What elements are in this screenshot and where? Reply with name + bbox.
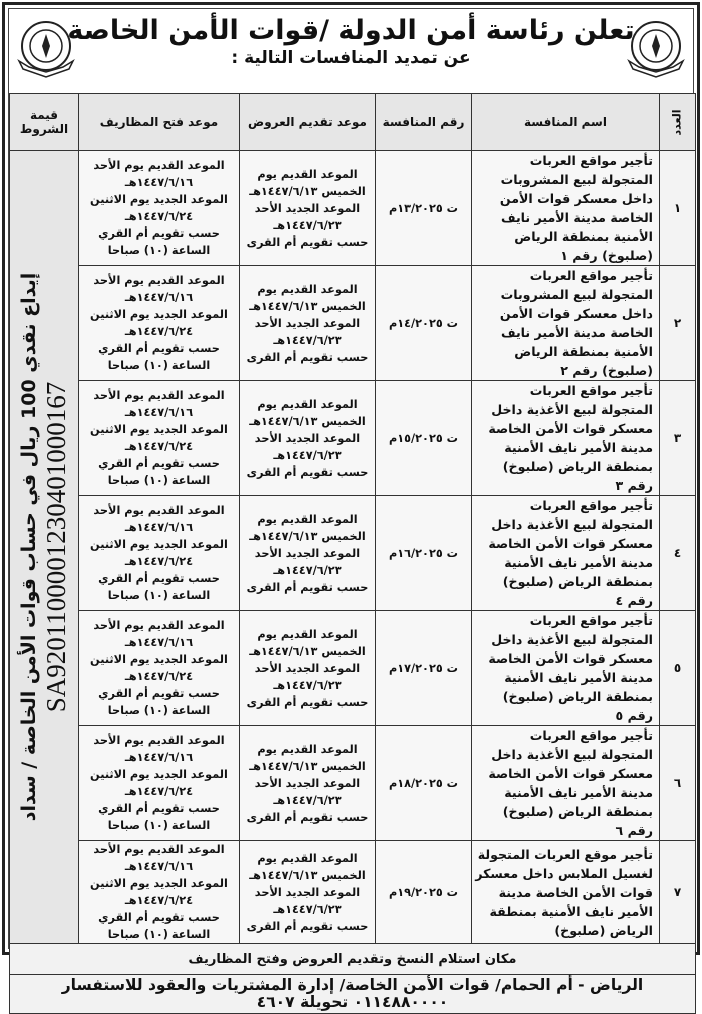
advertisement-frame (2, 2, 700, 1011)
tender-name: تأجير مواقع العربات المتجولة لبيع المشروبات داخل معسكر قوات الأمن الخاصة مدينة الأمير نايف الأمنية بمنطقة الرياض (صلبوخ) رقم ٢ (472, 266, 660, 381)
submission-line: حسب تقويم أم القرى (246, 695, 369, 709)
opening-line: الموعد الجديد يوم الاثنين (90, 538, 228, 551)
opening-date (79, 496, 240, 611)
contact-address: الرياض - أم الحمام/ قوات الأمن الخاصة/ إدارة المشتريات والعقود للاستفسار ٠١١٤٨٨٠٠٠٠ تحويلة ٤٦٠٧ (10, 975, 696, 1014)
tender-name: تأجير مواقع العربات المتجولة لبيع المشروبات داخل معسكر قوات الأمن الخاصة مدينة الأمير نايف الأمنية بمنطقة الرياض (صلبوخ) رقم ١ (472, 151, 660, 266)
table-row (10, 611, 696, 726)
opening-line: الموعد الجديد يوم الاثنين (90, 768, 228, 781)
tender-number: ت ١٧/٢٠٢٥م (376, 611, 472, 726)
submission-line: ١٤٤٧/٦/٢٣هـ (273, 902, 342, 916)
opening-line: الموعد القديم يوم الأحد (93, 619, 225, 632)
table-row (10, 266, 696, 381)
opening-line: حسب تقويم أم القري (98, 572, 220, 585)
opening-line: ١٤٤٧/٦/١٦هـ (124, 636, 194, 649)
opening-line: حسب تقويم أم القري (98, 227, 220, 240)
submission-line: الموعد الجديد الأحد (254, 885, 361, 899)
submission-line: الموعد الجديد الأحد (254, 546, 361, 560)
submission-line: الموعد القديم يوم (257, 851, 358, 865)
submission-date (240, 726, 376, 841)
opening-line: الساعة (١٠) صباحا (107, 704, 211, 717)
opening-line: ١٤٤٧/٦/٢٤هـ (124, 210, 194, 223)
ad-title: تعلن رئاسة أمن الدولة /قوات الأمن الخاصة (67, 15, 635, 46)
table-row (10, 381, 696, 496)
submission-line: الموعد القديم يوم (257, 742, 358, 756)
submission-line: الموعد الجديد الأحد (254, 776, 361, 790)
opening-line: الموعد القديم يوم الأحد (93, 389, 225, 402)
row-index: ٢ (660, 266, 696, 381)
opening-line: الموعد الجديد يوم الاثنين (90, 653, 228, 666)
opening-line: ١٤٤٧/٦/٢٤هـ (124, 555, 194, 568)
submission-line: حسب تقويم أم القرى (246, 810, 369, 824)
opening-line: ١٤٤٧/٦/١٦هـ (124, 176, 194, 189)
tenders-table (9, 93, 696, 1014)
opening-line: ١٤٤٧/٦/٢٤هـ (124, 325, 194, 338)
col-index: العدد (660, 94, 696, 151)
submission-line: الموعد القديم يوم (257, 397, 358, 411)
tender-name: تأجير مواقع العربات المتجولة لبيع الأغذية داخل معسكر قوات الأمن الخاصة مدينة الأمير نايف الأمنية بمنطقة الرياض (صلبوخ) رقم ٥ (472, 611, 660, 726)
conditions-value (10, 151, 79, 944)
submission-line: حسب تقويم أم القرى (246, 919, 369, 933)
submission-line: الخميس ١٤٤٧/٦/١٣هـ (249, 414, 366, 428)
opening-line: ١٤٤٧/٦/١٦هـ (124, 860, 194, 873)
submission-line: حسب تقويم أم القرى (246, 465, 369, 479)
submission-line: حسب تقويم أم القرى (246, 580, 369, 594)
submission-date (240, 841, 376, 944)
tender-number: ت ١٣/٢٠٢٥م (376, 151, 472, 266)
submission-line: حسب تقويم أم القرى (246, 350, 369, 364)
opening-line: الموعد القديم يوم الأحد (93, 734, 225, 747)
submission-date (240, 611, 376, 726)
opening-date (79, 381, 240, 496)
row-index: ٦ (660, 726, 696, 841)
tender-number: ت ١٩/٢٠٢٥م (376, 841, 472, 944)
tender-name: تأجير موقع العربات المتجولة لغسيل الملابس داخل معسكر قوات الأمن الخاصة مدينة الأمير نايف الأمنية بمنطقة الرياض (صلبوخ) (472, 841, 660, 944)
opening-line: الموعد الجديد يوم الاثنين (90, 423, 228, 436)
location-label: مكان استلام النسخ وتقديم العروض وفتح المظاريف (10, 944, 696, 975)
table-row (10, 151, 696, 266)
submission-line: الموعد القديم يوم (257, 512, 358, 526)
table-row (10, 726, 696, 841)
opening-line: الموعد القديم يوم الأحد (93, 504, 225, 517)
opening-line: حسب تقويم أم القري (98, 911, 220, 924)
row-index: ٤ (660, 496, 696, 611)
col-opening: موعد فتح المظاريف (79, 94, 240, 151)
opening-line: حسب تقويم أم القري (98, 342, 220, 355)
ad-subtitle: عن تمديد المنافسات التالية : (231, 48, 471, 68)
submission-line: الموعد الجديد الأحد (254, 431, 361, 445)
submission-line: ١٤٤٧/٦/٢٣هـ (273, 333, 342, 347)
submission-line: ١٤٤٧/٦/٢٣هـ (273, 678, 342, 692)
row-index: ١ (660, 151, 696, 266)
opening-line: الساعة (١٠) صباحا (107, 474, 211, 487)
opening-line: الساعة (١٠) صباحا (107, 928, 211, 941)
opening-date (79, 266, 240, 381)
tender-name: تأجير مواقع العربات المتجولة لبيع الأغذية داخل معسكر قوات الأمن الخاصة مدينة الأمير نايف الأمنية بمنطقة الرياض (صلبوخ) رقم ٤ (472, 496, 660, 611)
opening-line: ١٤٤٧/٦/١٦هـ (124, 291, 194, 304)
opening-line: الموعد القديم يوم الأحد (93, 843, 225, 856)
conditions-value-text (17, 197, 71, 897)
opening-line: الساعة (١٠) صباحا (107, 359, 211, 372)
row-index: ٣ (660, 381, 696, 496)
opening-line: الموعد الجديد يوم الاثنين (90, 193, 228, 206)
submission-line: ١٤٤٧/٦/٢٣هـ (273, 563, 342, 577)
col-number: رقم المنافسة (376, 94, 472, 151)
submission-line: الموعد القديم يوم (257, 282, 358, 296)
opening-line: ١٤٤٧/٦/٢٤هـ (124, 894, 194, 907)
tender-number: ت ١٨/٢٠٢٥م (376, 726, 472, 841)
table-row (10, 496, 696, 611)
opening-line: الموعد القديم يوم الأحد (93, 159, 225, 172)
row-index: ٥ (660, 611, 696, 726)
opening-line: الساعة (١٠) صباحا (107, 244, 211, 257)
col-value: قيمة الشروط (10, 94, 79, 151)
submission-line: حسب تقويم أم القرى (246, 235, 369, 249)
submission-line: الخميس ١٤٤٧/٦/١٣هـ (249, 184, 366, 198)
submission-line: ١٤٤٧/٦/٢٣هـ (273, 218, 342, 232)
submission-line: الخميس ١٤٤٧/٦/١٣هـ (249, 644, 366, 658)
tender-number: ت ١٤/٢٠٢٥م (376, 266, 472, 381)
submission-line: الخميس ١٤٤٧/٦/١٣هـ (249, 868, 366, 882)
col-name: اسم المنافسة (472, 94, 660, 151)
submission-line: الموعد الجديد الأحد (254, 316, 361, 330)
emblem-logo-left (15, 17, 77, 79)
opening-line: حسب تقويم أم القري (98, 457, 220, 470)
col-submission: موعد تقديم العروض (240, 94, 376, 151)
opening-line: ١٤٤٧/٦/٢٤هـ (124, 670, 194, 683)
submission-line: ١٤٤٧/٦/٢٣هـ (273, 448, 342, 462)
opening-line: الموعد الجديد يوم الاثنين (90, 308, 228, 321)
submission-line: الخميس ١٤٤٧/٦/١٣هـ (249, 759, 366, 773)
submission-date (240, 266, 376, 381)
table-header-row (10, 94, 696, 151)
table-row (10, 841, 696, 944)
tender-name: تأجير مواقع العربات المتجولة لبيع الأغذية داخل معسكر قوات الأمن الخاصة مدينة الأمير نايف الأمنية بمنطقة الرياض (صلبوخ) رقم ٦ (472, 726, 660, 841)
opening-date (79, 841, 240, 944)
tender-name: تأجير مواقع العربات المتجولة لبيع الأغذية داخل معسكر قوات الأمن الخاصة مدينة الأمير نايف الأمنية بمنطقة الرياض (صلبوخ) رقم ٣ (472, 381, 660, 496)
submission-date (240, 381, 376, 496)
ad-header (9, 9, 693, 93)
opening-line: ١٤٤٧/٦/١٦هـ (124, 521, 194, 534)
submission-line: الخميس ١٤٤٧/٦/١٣هـ (249, 299, 366, 313)
row-index: ٧ (660, 841, 696, 944)
opening-line: ١٤٤٧/٦/٢٤هـ (124, 440, 194, 453)
opening-line: حسب تقويم أم القري (98, 802, 220, 815)
opening-line: ١٤٤٧/٦/١٦هـ (124, 751, 194, 764)
opening-line: الساعة (١٠) صباحا (107, 819, 211, 832)
submission-line: الموعد القديم يوم (257, 627, 358, 641)
submission-line: الخميس ١٤٤٧/٦/١٣هـ (249, 529, 366, 543)
opening-line: الساعة (١٠) صباحا (107, 589, 211, 602)
submission-line: الموعد الجديد الأحد (254, 201, 361, 215)
opening-line: الموعد القديم يوم الأحد (93, 274, 225, 287)
submission-line: الموعد القديم يوم (257, 167, 358, 181)
opening-date (79, 151, 240, 266)
opening-line: حسب تقويم أم القري (98, 687, 220, 700)
tender-number: ت ١٥/٢٠٢٥م (376, 381, 472, 496)
opening-line: الموعد الجديد يوم الاثنين (90, 877, 228, 890)
submission-date (240, 151, 376, 266)
opening-date (79, 726, 240, 841)
opening-date (79, 611, 240, 726)
submission-line: الموعد الجديد الأحد (254, 661, 361, 675)
emblem-logo-right (625, 17, 687, 79)
opening-line: ١٤٤٧/٦/١٦هـ (124, 406, 194, 419)
submission-line: ١٤٤٧/٦/٢٣هـ (273, 793, 342, 807)
payment-iban: SA9201100001230401000167 (41, 381, 71, 713)
opening-line: ١٤٤٧/٦/٢٤هـ (124, 785, 194, 798)
tender-number: ت ١٦/٢٠٢٥م (376, 496, 472, 611)
submission-date (240, 496, 376, 611)
payment-text: إيداع نقدي 100 ريال في حساب قوات الأمن الخاصة / سداد (18, 272, 40, 822)
